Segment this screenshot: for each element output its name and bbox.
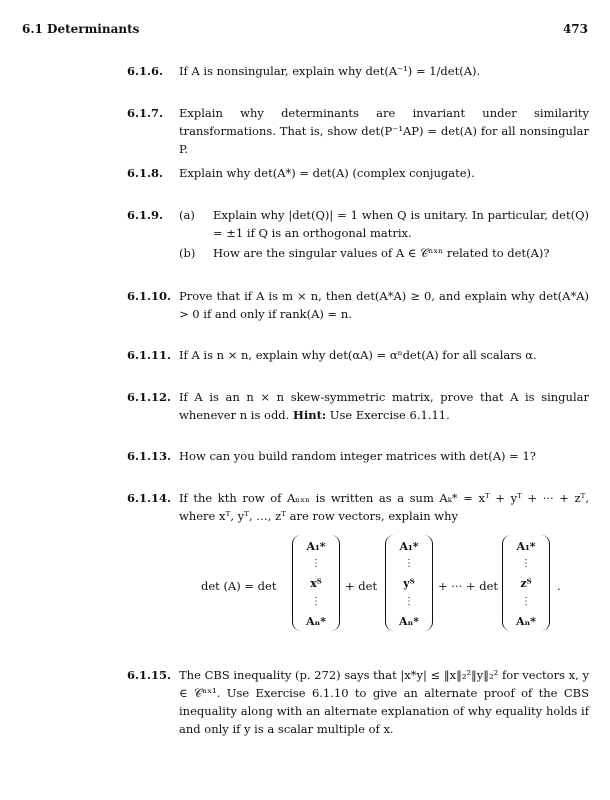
exercise-text: If A is n × n, explain why det(αA) = αⁿdet(A) for all scalars α. (179, 348, 537, 362)
matrix-dots: ⋮ (311, 596, 321, 607)
equation-plus-det: + det (345, 579, 378, 593)
matrix-top-row: A₁* (516, 540, 536, 553)
exercise-6-1-8 (127, 164, 589, 182)
matrix-z (502, 535, 550, 631)
exercise-number: 6.1.6. (127, 64, 164, 78)
exercise-number: 6.1.11. (127, 348, 172, 362)
equation-lhs: det (A) = det (201, 579, 277, 593)
equation-plus-dots-det: + ··· + det (438, 579, 498, 593)
matrix-x (292, 535, 340, 631)
exercise-6-1-10 (127, 287, 589, 323)
exercise-6-1-13 (127, 447, 589, 465)
exercise-number: 6.1.15. (127, 668, 172, 682)
exercise-6-1-7 (127, 104, 589, 158)
matrix-row-y: yᵀ (403, 577, 415, 590)
matrix-dots: ⋮ (311, 558, 321, 569)
sub-text: How are the singular values of A ∈ 𝒞ⁿˣⁿ related to det(A)? (213, 246, 550, 260)
determinant-equation (195, 535, 575, 635)
exercise-text: How can you build random integer matrices with det(A) = 1? (179, 449, 536, 463)
exercise-text: If A is nonsingular, explain why det(A⁻¹) = 1/det(A). (179, 64, 481, 78)
matrix-top-row: A₁* (399, 540, 419, 553)
matrix-row-x: xᵀ (310, 577, 322, 590)
sub-part-b (179, 244, 589, 262)
hint-text: Use Exercise 6.1.11. (329, 408, 450, 422)
exercise-6-1-11 (127, 346, 589, 364)
exercise-number: 6.1.8. (127, 166, 164, 180)
matrix-y (385, 535, 433, 631)
hint-label: Hint: (292, 408, 327, 422)
exercise-number: 6.1.7. (127, 106, 164, 120)
page-number: 473 (562, 22, 588, 36)
exercise-6-1-12 (127, 388, 589, 424)
matrix-dots: ⋮ (404, 558, 414, 569)
exercise-text: Prove that if A is m × n, then det(A*A) ≥ 0, and explain why det(A*A) > 0 if and only if rank(A) = n. (179, 289, 589, 321)
exercise-6-1-6 (127, 62, 589, 80)
exercise-text (179, 388, 589, 424)
exercise-text: Explain why determinants are invariant under similarity transformations. That is, show det(P⁻¹AP) = det(A) for all nonsingular P. (179, 106, 589, 156)
exercise-number: 6.1.12. (127, 390, 172, 404)
matrix-dots: ⋮ (404, 596, 414, 607)
sub-part-a (179, 206, 589, 242)
sub-label: (b) (179, 246, 196, 260)
exercise-text: Explain why det(A*) = det(A) (complex conjugate). (179, 166, 475, 180)
exercise-6-1-9 (127, 206, 589, 262)
exercise-text: If the kth row of Aₙₓₙ is written as a sum Aₖ* = xᵀ + yᵀ + ··· + zᵀ, where xᵀ, yᵀ, …, zᵀ are row vectors, explain why (179, 491, 589, 523)
matrix-top-row: A₁* (306, 540, 326, 553)
exercise-number: 6.1.13. (127, 449, 172, 463)
exercise-number: 6.1.10. (127, 289, 172, 303)
exercise-number: 6.1.14. (127, 491, 172, 505)
matrix-bottom-row: Aₙ* (516, 615, 536, 628)
matrix-bottom-row: Aₙ* (399, 615, 419, 628)
exercise-text: The CBS inequality (p. 272) says that |x*y| ≤ ‖x‖₂²‖y‖₂² for vectors x, y ∈ 𝒞ⁿˣ¹. Use Exercise 6.1.10 to give an alternate proof of the CBS inequality along with an alternate explanation of why equality holds if and only if y is a scalar multiple of x. (179, 668, 589, 736)
exercise-body: If A is an n × n skew-symmetric matrix, prove that A is singular whenever n is odd. (179, 390, 589, 422)
equation-end: . (557, 579, 561, 593)
sub-text: Explain why |det(Q)| = 1 when Q is unitary. In particular, det(Q) = ±1 if Q is an orthogonal matrix. (213, 208, 589, 240)
exercise-6-1-15 (127, 666, 589, 738)
sub-label: (a) (179, 208, 195, 222)
exercise-6-1-14 (127, 489, 589, 525)
exercise-number: 6.1.9. (127, 208, 164, 222)
matrix-bottom-row: Aₙ* (306, 615, 326, 628)
matrix-row-z: zᵀ (520, 577, 532, 590)
matrix-dots: ⋮ (521, 596, 531, 607)
matrix-dots: ⋮ (521, 558, 531, 569)
section-header: 6.1 Determinants (22, 22, 140, 36)
